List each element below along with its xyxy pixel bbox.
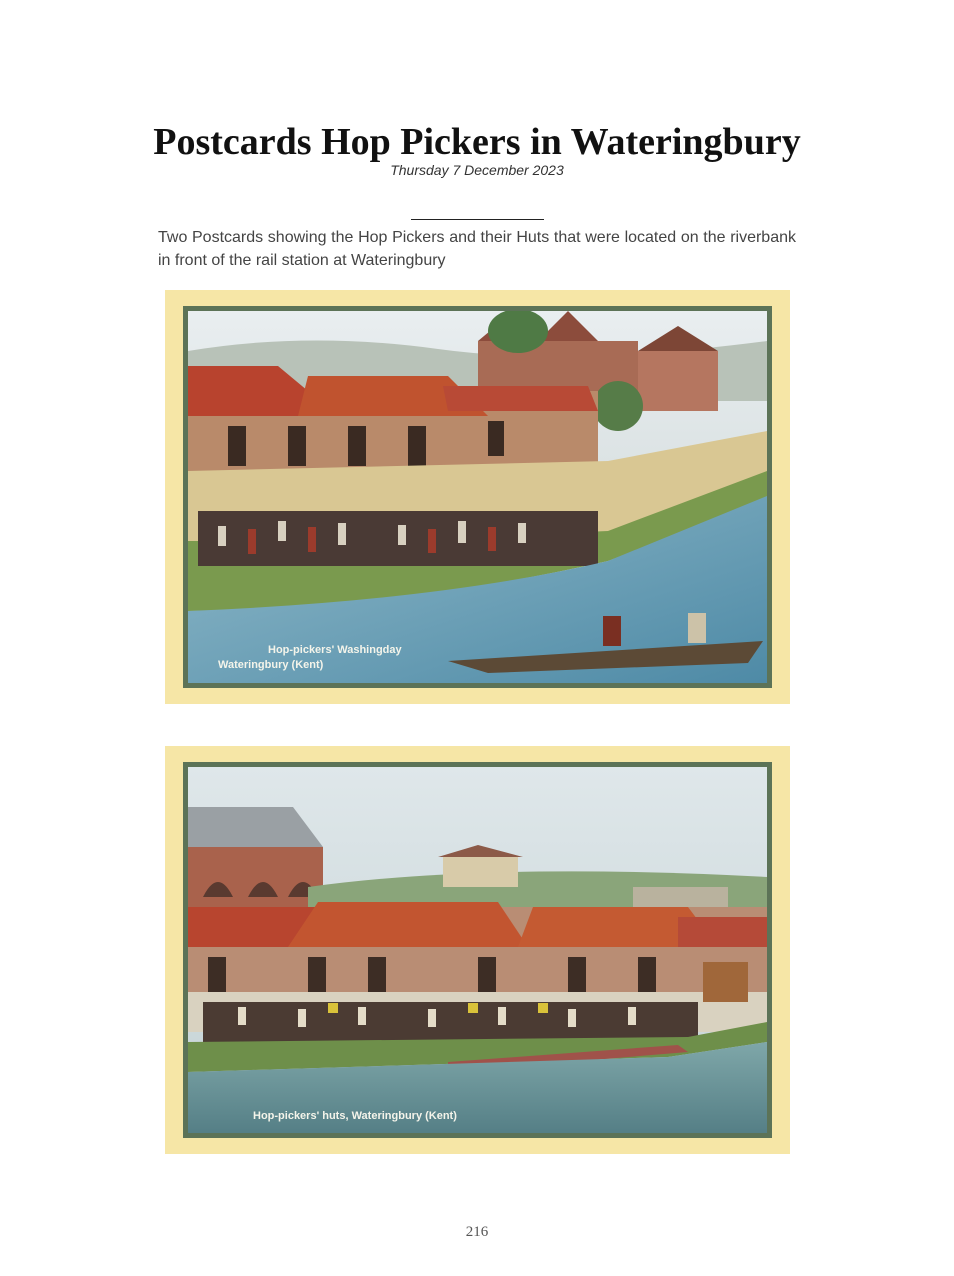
postcard-image-frame — [183, 306, 772, 688]
postcard-caption-line2: Wateringbury (Kent) — [218, 659, 324, 671]
post-date: Thursday 7 December 2023 — [390, 162, 564, 178]
postcard-washingday-image — [188, 311, 767, 683]
postcard-huts-image — [188, 767, 767, 1133]
divider — [411, 219, 544, 220]
page-number: 216 — [465, 1224, 489, 1240]
postcard-washingday — [165, 290, 790, 704]
intro-paragraph: Two Postcards showing the Hop Pickers and their Huts that were located on the riverbank in front of the rail station at Wateringbury — [158, 229, 796, 269]
page-title: Postcards Hop Pickers in Wateringbury — [153, 121, 801, 163]
postcard-image-frame — [183, 762, 772, 1138]
postcard-caption-line1: Hop-pickers' Washingday — [268, 644, 402, 656]
postcard-caption: Hop-pickers' huts, Wateringbury (Kent) — [253, 1110, 457, 1122]
postcard-huts — [165, 746, 790, 1154]
